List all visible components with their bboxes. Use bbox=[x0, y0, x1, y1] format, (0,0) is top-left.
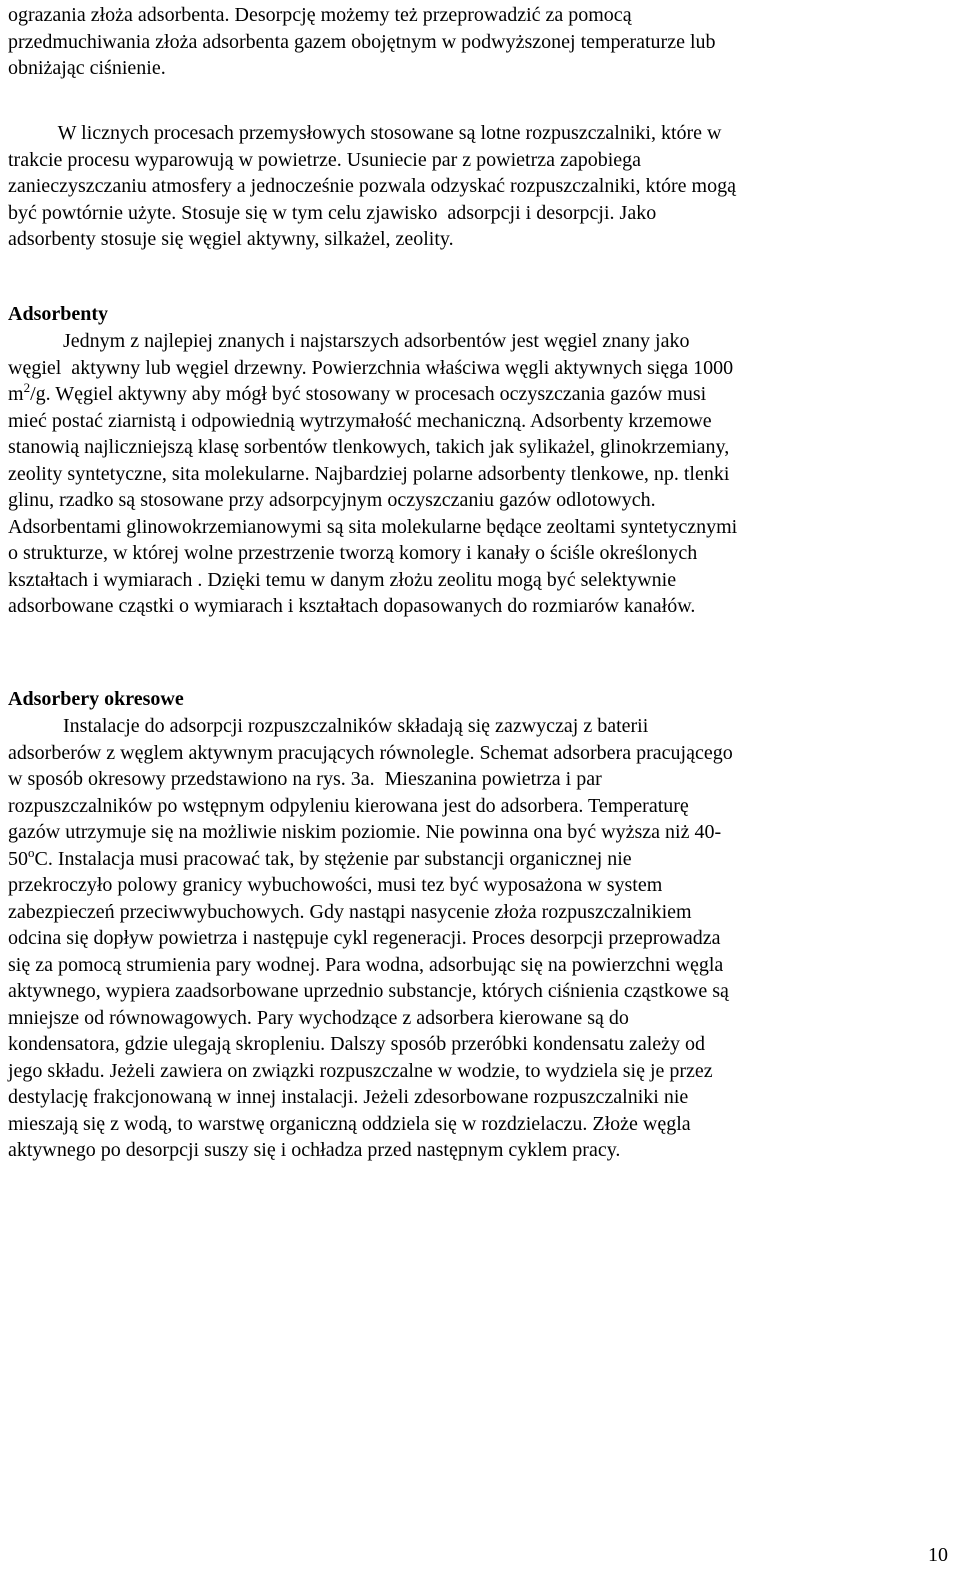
text-line: destylację frakcjonowaną w innej instalacji. Jeżeli zdesorbowane rozpuszczalniki nie bbox=[8, 1086, 689, 1108]
section-heading-adsorbenty: Adsorbenty bbox=[8, 303, 109, 325]
text-line: gazów utrzymuje się na możliwie niskim poziomie. Nie powinna ona być wyższa niż 40- bbox=[8, 821, 722, 843]
text-line-surface-area bbox=[8, 381, 953, 408]
text-line: adsorberów z węglem aktywnym pracujących równolegle. Schemat adsorbera pracującego bbox=[8, 741, 733, 764]
text-fragment: C. Instalacja musi pracować tak, by stężenie par substancji organicznej nie bbox=[34, 847, 632, 870]
text-line: aktywnego, wypiera zaadsorbowane uprzednio substancje, których ciśnienia cząstkowe są bbox=[8, 980, 729, 1002]
degree-superscript: o bbox=[28, 844, 35, 860]
text-line: zabezpieczeń przeciwwybuchowych. Gdy nastąpi nasycenie złoża rozpuszczalnikiem bbox=[8, 900, 692, 923]
text-line: Adsorbentami glinowokrzemianowymi są sita molekularne będące zeoltami syntetycznymi bbox=[8, 515, 738, 538]
unit-base: m bbox=[8, 383, 24, 405]
text-line: się za pomocą strumienia pary wodnej. Para wodna, adsorbując się na powierzchni węgla bbox=[8, 953, 724, 976]
paragraph-adsorbenty bbox=[8, 328, 953, 620]
text-line: przekroczyło polowy granicy wybuchowości, musi tez być wyposażona w system bbox=[8, 874, 663, 896]
text-line: mieć postać ziarnistą i odpowiednią wytrzymałość mechaniczną. Adsorbenty krzemowe bbox=[8, 409, 712, 432]
paragraph-solvents bbox=[8, 120, 953, 253]
text-line: obniżając ciśnienie. bbox=[8, 57, 166, 79]
text-line: trakcie procesu wyparowują w powietrze. Usuniecie par z powietrza zapobiega bbox=[8, 148, 642, 171]
text-line: aktywnego po desorpcji suszy się i ochładza przed następnym cyklem pracy. bbox=[8, 1139, 621, 1161]
text-line: odcina się dopływ powietrza i następuje cykl regeneracji. Proces desorpcji przeprowadza bbox=[8, 927, 721, 949]
text-line: przedmuchiwania złoża adsorbenta gazem obojętnym w podwyższonej temperaturze lub bbox=[8, 30, 716, 53]
text-line: w sposób okresowy przedstawiono na rys. 3a. Mieszanina powietrza i par bbox=[8, 768, 602, 790]
text-line: adsorbenty stosuje się węgiel aktywny, silkażel, zeolity. bbox=[8, 228, 454, 250]
text-line: ograzania złoża adsorbenta. Desorpcję możemy też przeprowadzić za pomocą bbox=[8, 4, 632, 26]
paragraph-desorption-intro bbox=[8, 2, 953, 82]
text-line: Jednym z najlepiej znanych i najstarszych adsorbentów jest węgiel znany jako bbox=[8, 330, 690, 352]
text-line: rozpuszczalników po wstępnym odpyleniu kierowana jest do adsorbera. Temperaturę bbox=[8, 794, 689, 817]
page-number: 10 bbox=[928, 1544, 948, 1566]
text-line: mieszają się z wodą, to warstwę organiczną oddziela się w rozdzielaczu. Złoże węgla bbox=[8, 1112, 691, 1135]
text-line: glinu, rzadko są stosowane przy adsorpcyjnym oczyszczaniu gazów odlotowych. bbox=[8, 489, 656, 511]
text-line: o strukturze, w której wolne przestrzenie tworzą komory i kanały o ściśle określonych bbox=[8, 542, 698, 564]
text-line: zeolity syntetyczne, sita molekularne. Najbardziej polarne adsorbenty tlenkowe, np. tlenki bbox=[8, 462, 730, 485]
text-line: zanieczyszczaniu atmosfery a jednocześnie pozwala odzyskać rozpuszczalniki, które mogą bbox=[8, 175, 736, 197]
section-heading-adsorbery-okresowe: Adsorbery okresowe bbox=[8, 688, 184, 710]
text-line: Instalacje do adsorpcji rozpuszczalników składają się zazwyczaj z baterii bbox=[8, 715, 649, 737]
text-line: jego składu. Jeżeli zawiera on związki rozpuszczalne w wodzie, to wydziela się je przez bbox=[8, 1059, 713, 1082]
text-line: adsorbowane cząstki o wymiarach i kształtach dopasowanych do rozmiarów kanałów. bbox=[8, 595, 696, 617]
text-line: W licznych procesach przemysłowych stosowane są lotne rozpuszczalniki, które w bbox=[8, 122, 722, 144]
text-line: kształtach i wymiarach . Dzięki temu w danym złożu zeolitu mogą być selektywnie bbox=[8, 568, 677, 591]
text-line-temperature bbox=[8, 846, 953, 873]
text-line: mniejsze od równowagowych. Pary wychodzące z adsorbera kierowane są do bbox=[8, 1006, 629, 1029]
text-line: być powtórnie użyte. Stosuje się w tym celu zjawisko adsorpcji i desorpcji. Jako bbox=[8, 201, 657, 224]
temperature-value: 50 bbox=[8, 847, 28, 870]
paragraph-adsorbery-okresowe bbox=[8, 713, 953, 1164]
text-fragment: /g. Węgiel aktywny aby mógł być stosowany w procesach oczyszczania gazów musi bbox=[30, 383, 707, 405]
unit-superscript: 2 bbox=[23, 380, 31, 395]
text-line: stanowią najliczniejszą klasę sorbentów tlenkowych, takich jak sylikażel, glinokrzemiany, bbox=[8, 436, 730, 458]
text-line: węgiel aktywny lub węgiel drzewny. Powierzchnia właściwa węgli aktywnych sięga 1000 bbox=[8, 356, 734, 379]
text-line: kondensatora, gdzie ulegają skropleniu. Dalszy sposób przeróbki kondensatu zależy od bbox=[8, 1033, 706, 1055]
